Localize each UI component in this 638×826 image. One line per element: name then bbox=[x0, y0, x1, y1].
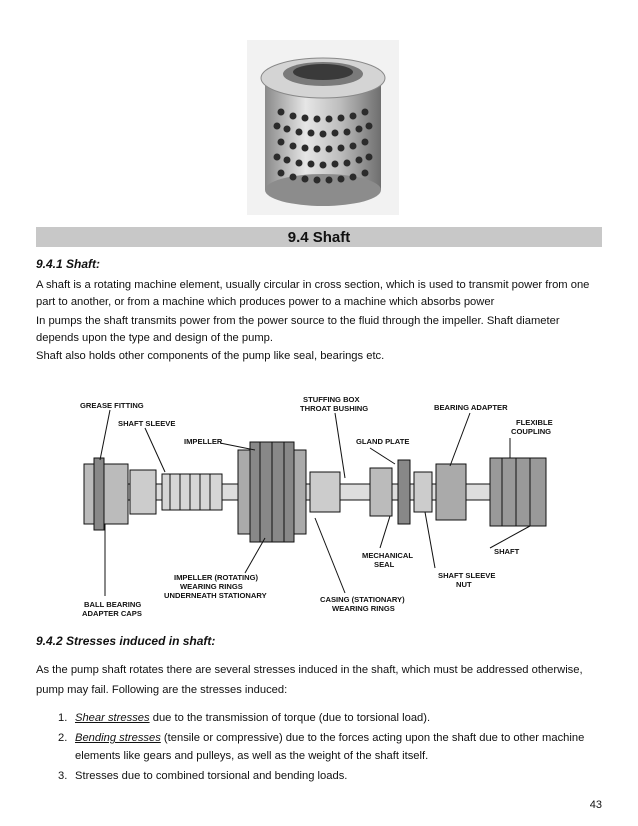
list-number: 1. bbox=[58, 712, 68, 724]
label-adapter-caps: ADAPTER CAPS bbox=[82, 609, 142, 618]
list-item bbox=[36, 709, 604, 727]
list-number: 3. bbox=[58, 770, 68, 782]
label-mechanical: MECHANICAL bbox=[362, 551, 414, 560]
strainer-photo bbox=[247, 40, 399, 215]
list-term: Bending stresses bbox=[75, 732, 161, 744]
label-flexible: FLEXIBLE bbox=[516, 418, 553, 427]
page-number: 43 bbox=[589, 799, 602, 811]
label-seal: SEAL bbox=[374, 560, 395, 569]
paragraph-stresses-intro: As the pump shaft rotates there are several stresses induced in the shaft, which must be addressed otherwise, pump may fail. Following are the stresses induced: bbox=[36, 664, 583, 696]
label-shaft: SHAFT bbox=[494, 547, 520, 556]
label-underneath-stationary: UNDERNEATH STATIONARY bbox=[164, 591, 267, 600]
strainer-image bbox=[247, 40, 399, 215]
label-impeller: IMPELLER bbox=[184, 437, 223, 446]
paragraph-shaft-definition: A shaft is a rotating machine element, usually circular in cross section, which is used to transmit power from one part to another, or from a machine which produces power to a machine which absorbs power bbox=[36, 279, 590, 308]
label-ball-bearing: BALL BEARING bbox=[84, 600, 142, 609]
list-item bbox=[36, 767, 604, 785]
label-gland-plate: GLAND PLATE bbox=[356, 437, 410, 446]
list-text: due to the transmission of torque (due to torsional load). bbox=[149, 712, 431, 724]
list-number: 2. bbox=[58, 732, 68, 744]
label-stuffing-box: STUFFING BOX bbox=[303, 395, 360, 404]
list-term: Shear stresses bbox=[75, 712, 150, 724]
label-throat-bushing: THROAT BUSHING bbox=[300, 404, 369, 413]
label-bearing-adapter: BEARING ADAPTER bbox=[434, 403, 508, 412]
subsection-heading-shaft: 9.4.1 Shaft: bbox=[36, 257, 101, 271]
list-text: Stresses due to combined torsional and bending loads. bbox=[75, 770, 348, 782]
label-shaft-sleeve-nut: SHAFT SLEEVE bbox=[438, 571, 496, 580]
label-grease-fitting: GREASE FITTING bbox=[80, 401, 144, 410]
shaft-assembly-drawing bbox=[84, 410, 546, 596]
paragraph-shaft-in-pumps: In pumps the shaft transmits power from the power source to the fluid through the impeller. Shaft diameter depends upon the type and design of the pump. bbox=[36, 315, 560, 344]
stresses-list bbox=[36, 709, 604, 785]
label-nut: NUT bbox=[456, 580, 472, 589]
shaft-assembly-diagram bbox=[70, 388, 570, 618]
label-shaft-sleeve: SHAFT SLEEVE bbox=[118, 419, 176, 428]
label-casing-stationary: CASING (STATIONARY) bbox=[320, 595, 405, 604]
paragraph-shaft-components: Shaft also holds other components of the pump like seal, bearings etc. bbox=[36, 350, 385, 362]
section-heading-bar bbox=[36, 227, 602, 247]
list-item bbox=[36, 729, 604, 765]
label-casing-wearing-rings: WEARING RINGS bbox=[332, 604, 395, 613]
label-wearing-rings: WEARING RINGS bbox=[180, 582, 243, 591]
label-impeller-rotating: IMPELLER (ROTATING) bbox=[174, 573, 259, 582]
list-text: (tensile or compressive) due to the forces acting upon the shaft due to other machine elements like gears and pulleys, as well as the weight of the shaft itself. bbox=[75, 732, 585, 762]
subsection-heading-stresses: 9.4.2 Stresses induced in shaft: bbox=[36, 634, 216, 648]
label-coupling: COUPLING bbox=[511, 427, 552, 436]
section-title: 9.4 Shaft bbox=[287, 228, 351, 246]
